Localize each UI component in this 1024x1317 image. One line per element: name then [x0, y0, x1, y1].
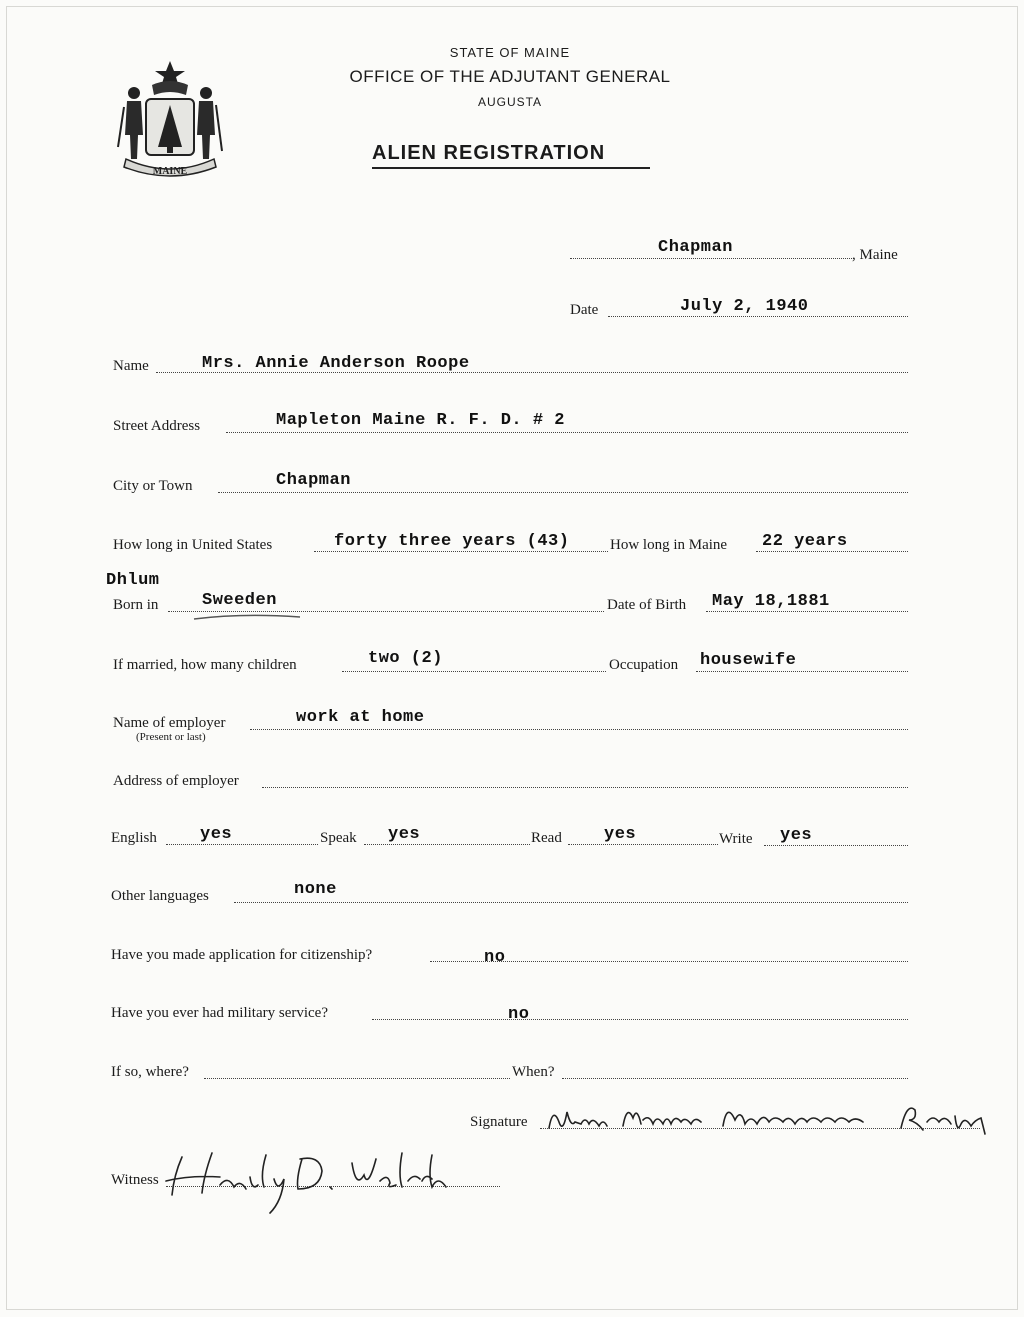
occupation-label: Occupation	[609, 657, 679, 673]
speak-line	[364, 844, 530, 845]
citizenship-value: no	[484, 948, 506, 967]
employer-line	[250, 729, 908, 730]
form-title: ALIEN REGISTRATION	[372, 142, 606, 164]
town-line	[570, 258, 852, 259]
employer-value: work at home	[296, 708, 425, 727]
read-line	[568, 844, 718, 845]
military-value: no	[508, 1005, 530, 1024]
speak-value: yes	[388, 825, 421, 844]
us-value: forty three years (43)	[334, 532, 570, 551]
read-label: Read	[531, 830, 562, 846]
born-value: Sweeden	[202, 591, 277, 610]
english-label: English	[111, 830, 157, 846]
children-label: If married, how many children	[113, 657, 297, 673]
date-line	[608, 316, 908, 317]
other-languages-value: none	[294, 880, 337, 899]
name-label: Name	[113, 358, 149, 374]
signature-label: Signature	[470, 1114, 528, 1130]
other-languages-label: Other languages	[111, 888, 209, 904]
english-value: yes	[200, 825, 233, 844]
where-label: If so, where?	[111, 1064, 189, 1080]
occupation-value: housewife	[700, 651, 797, 670]
state-seal-icon	[112, 55, 228, 183]
street-label: Street Address	[113, 418, 201, 434]
date-label: Date	[570, 302, 599, 318]
dob-value: May 18,1881	[712, 592, 830, 611]
when-label: When?	[512, 1064, 555, 1080]
city-heading: AUGUSTA	[477, 95, 543, 109]
date-value: July 2, 1940	[680, 297, 809, 316]
maine-suffix: , Maine	[852, 247, 898, 263]
born-underline-mark	[192, 612, 302, 622]
witness-handwriting	[160, 1145, 460, 1217]
children-value: two (2)	[368, 649, 443, 668]
city-line	[218, 492, 908, 493]
born-label: Born in	[113, 597, 159, 613]
us-label: How long in United States	[113, 537, 273, 553]
military-label: Have you ever had military service?	[111, 1005, 328, 1021]
office-heading: OFFICE OF THE ADJUTANT GENERAL	[349, 67, 671, 86]
town-value: Chapman	[658, 238, 733, 257]
employer-sublabel: (Present or last)	[136, 731, 206, 743]
when-line	[562, 1078, 908, 1079]
occupation-line	[696, 671, 908, 672]
employer-address-line	[262, 787, 908, 788]
signature-handwriting	[545, 1098, 990, 1142]
military-line	[372, 1019, 908, 1020]
write-line	[764, 845, 908, 846]
us-line	[314, 551, 608, 552]
employer-label: Name of employer	[113, 715, 226, 731]
svg-text:MAINE: MAINE	[152, 166, 188, 177]
maine-label: How long in Maine	[610, 537, 728, 553]
write-label: Write	[719, 831, 753, 847]
street-value: Mapleton Maine R. F. D. # 2	[276, 411, 565, 430]
english-line	[166, 844, 318, 845]
street-line	[226, 432, 908, 433]
maine-line	[756, 551, 908, 552]
citizenship-label: Have you made application for citizenship?	[111, 947, 373, 963]
city-value: Chapman	[276, 471, 351, 490]
state-heading: STATE OF MAINE	[449, 45, 571, 60]
dob-label: Date of Birth	[607, 597, 687, 613]
city-label: City or Town	[113, 478, 193, 494]
read-value: yes	[604, 825, 637, 844]
employer-address-label: Address of employer	[113, 773, 239, 789]
other-languages-line	[234, 902, 908, 903]
speak-label: Speak	[320, 830, 357, 846]
title-underline	[372, 167, 650, 169]
name-value: Mrs. Annie Anderson Roope	[202, 354, 470, 373]
children-line	[342, 671, 606, 672]
born-note: Dhlum	[106, 571, 160, 590]
maine-value: 22 years	[762, 532, 848, 551]
write-value: yes	[780, 826, 813, 845]
witness-label: Witness	[111, 1172, 159, 1188]
dob-line	[706, 611, 908, 612]
where-line	[204, 1078, 510, 1079]
